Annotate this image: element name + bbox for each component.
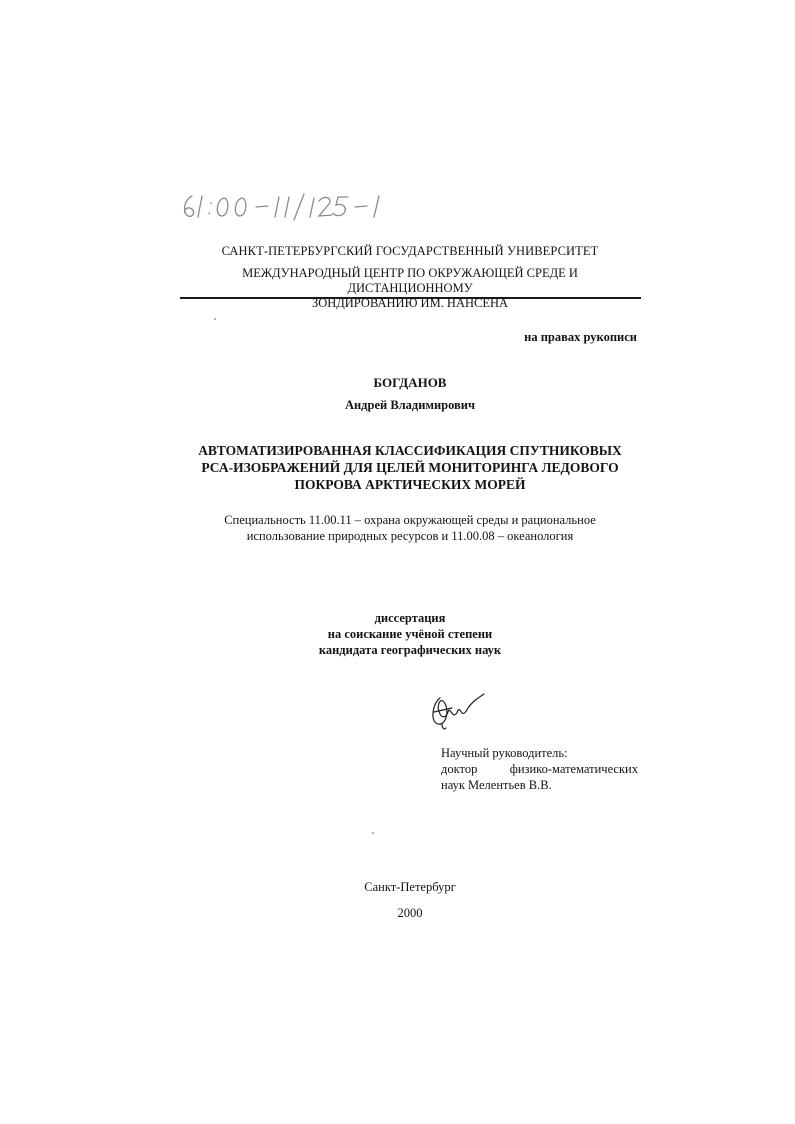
specialty-line-2: использование природных ресурсов и 11.00.08 – океанология [246,529,574,543]
advisor-degree-word-1: доктор [441,762,478,776]
university-name: САНКТ-ПЕТЕРБУРГСКИЙ ГОСУДАРСТВЕННЫЙ УНИВЕРСИТЕТ [221,244,599,258]
author-full-name: Андрей Владимирович [344,398,476,412]
author-surname: БОГДАНОВ [373,375,447,390]
advisor-degree-line-1 [441,761,638,777]
year: 2000 [397,906,423,920]
degree-line-2: на соискание учёной степени [327,627,493,641]
header-divider [180,297,641,299]
manuscript-rights-note: на правах рукописи [524,330,637,344]
degree-line-1: диссертация [374,611,446,625]
signature-drawing [428,688,488,734]
title-line-3: ПОКРОВА АРКТИЧЕСКИХ МОРЕЙ [294,477,526,492]
degree-statement [180,610,640,658]
scan-speck [372,832,374,834]
specialty [180,512,640,544]
specialty-line-1: Специальность 11.00.11 – охрана окружающей среды и рациональное [224,513,596,527]
city: Санкт-Петербург [364,880,456,894]
scientific-advisor [441,745,638,793]
title-line-1: АВТОМАТИЗИРОВАННАЯ КЛАССИФИКАЦИЯ СПУТНИКОВЫХ [198,443,622,458]
advisor-role: Научный руководитель: [441,746,568,760]
advisor-degree-line-2: наук Мелентьев В.В. [441,778,552,792]
research-center-line-2: ЗОНДИРОВАНИЮ ИМ. НАНСЕНА [311,296,509,310]
advisor-degree-word-2: физико-математических [509,762,638,776]
title-line-2: РСА-ИЗОБРАЖЕНИЙ ДЛЯ ЦЕЛЕЙ МОНИТОРИНГА ЛЕДОВОГО [201,460,619,475]
handwritten-code-drawing [178,186,408,226]
handwritten-catalog-code [178,186,408,226]
research-center-name [180,266,640,311]
dissertation-title [180,442,640,493]
degree-line-3: кандидата географических наук [318,643,502,657]
author-signature [428,688,488,734]
research-center-line-1: МЕЖДУНАРОДНЫЙ ЦЕНТР ПО ОКРУЖАЮЩЕЙ СРЕДЕ И ДИСТАНЦИОННОМУ [242,266,578,295]
scan-speck [214,318,216,320]
